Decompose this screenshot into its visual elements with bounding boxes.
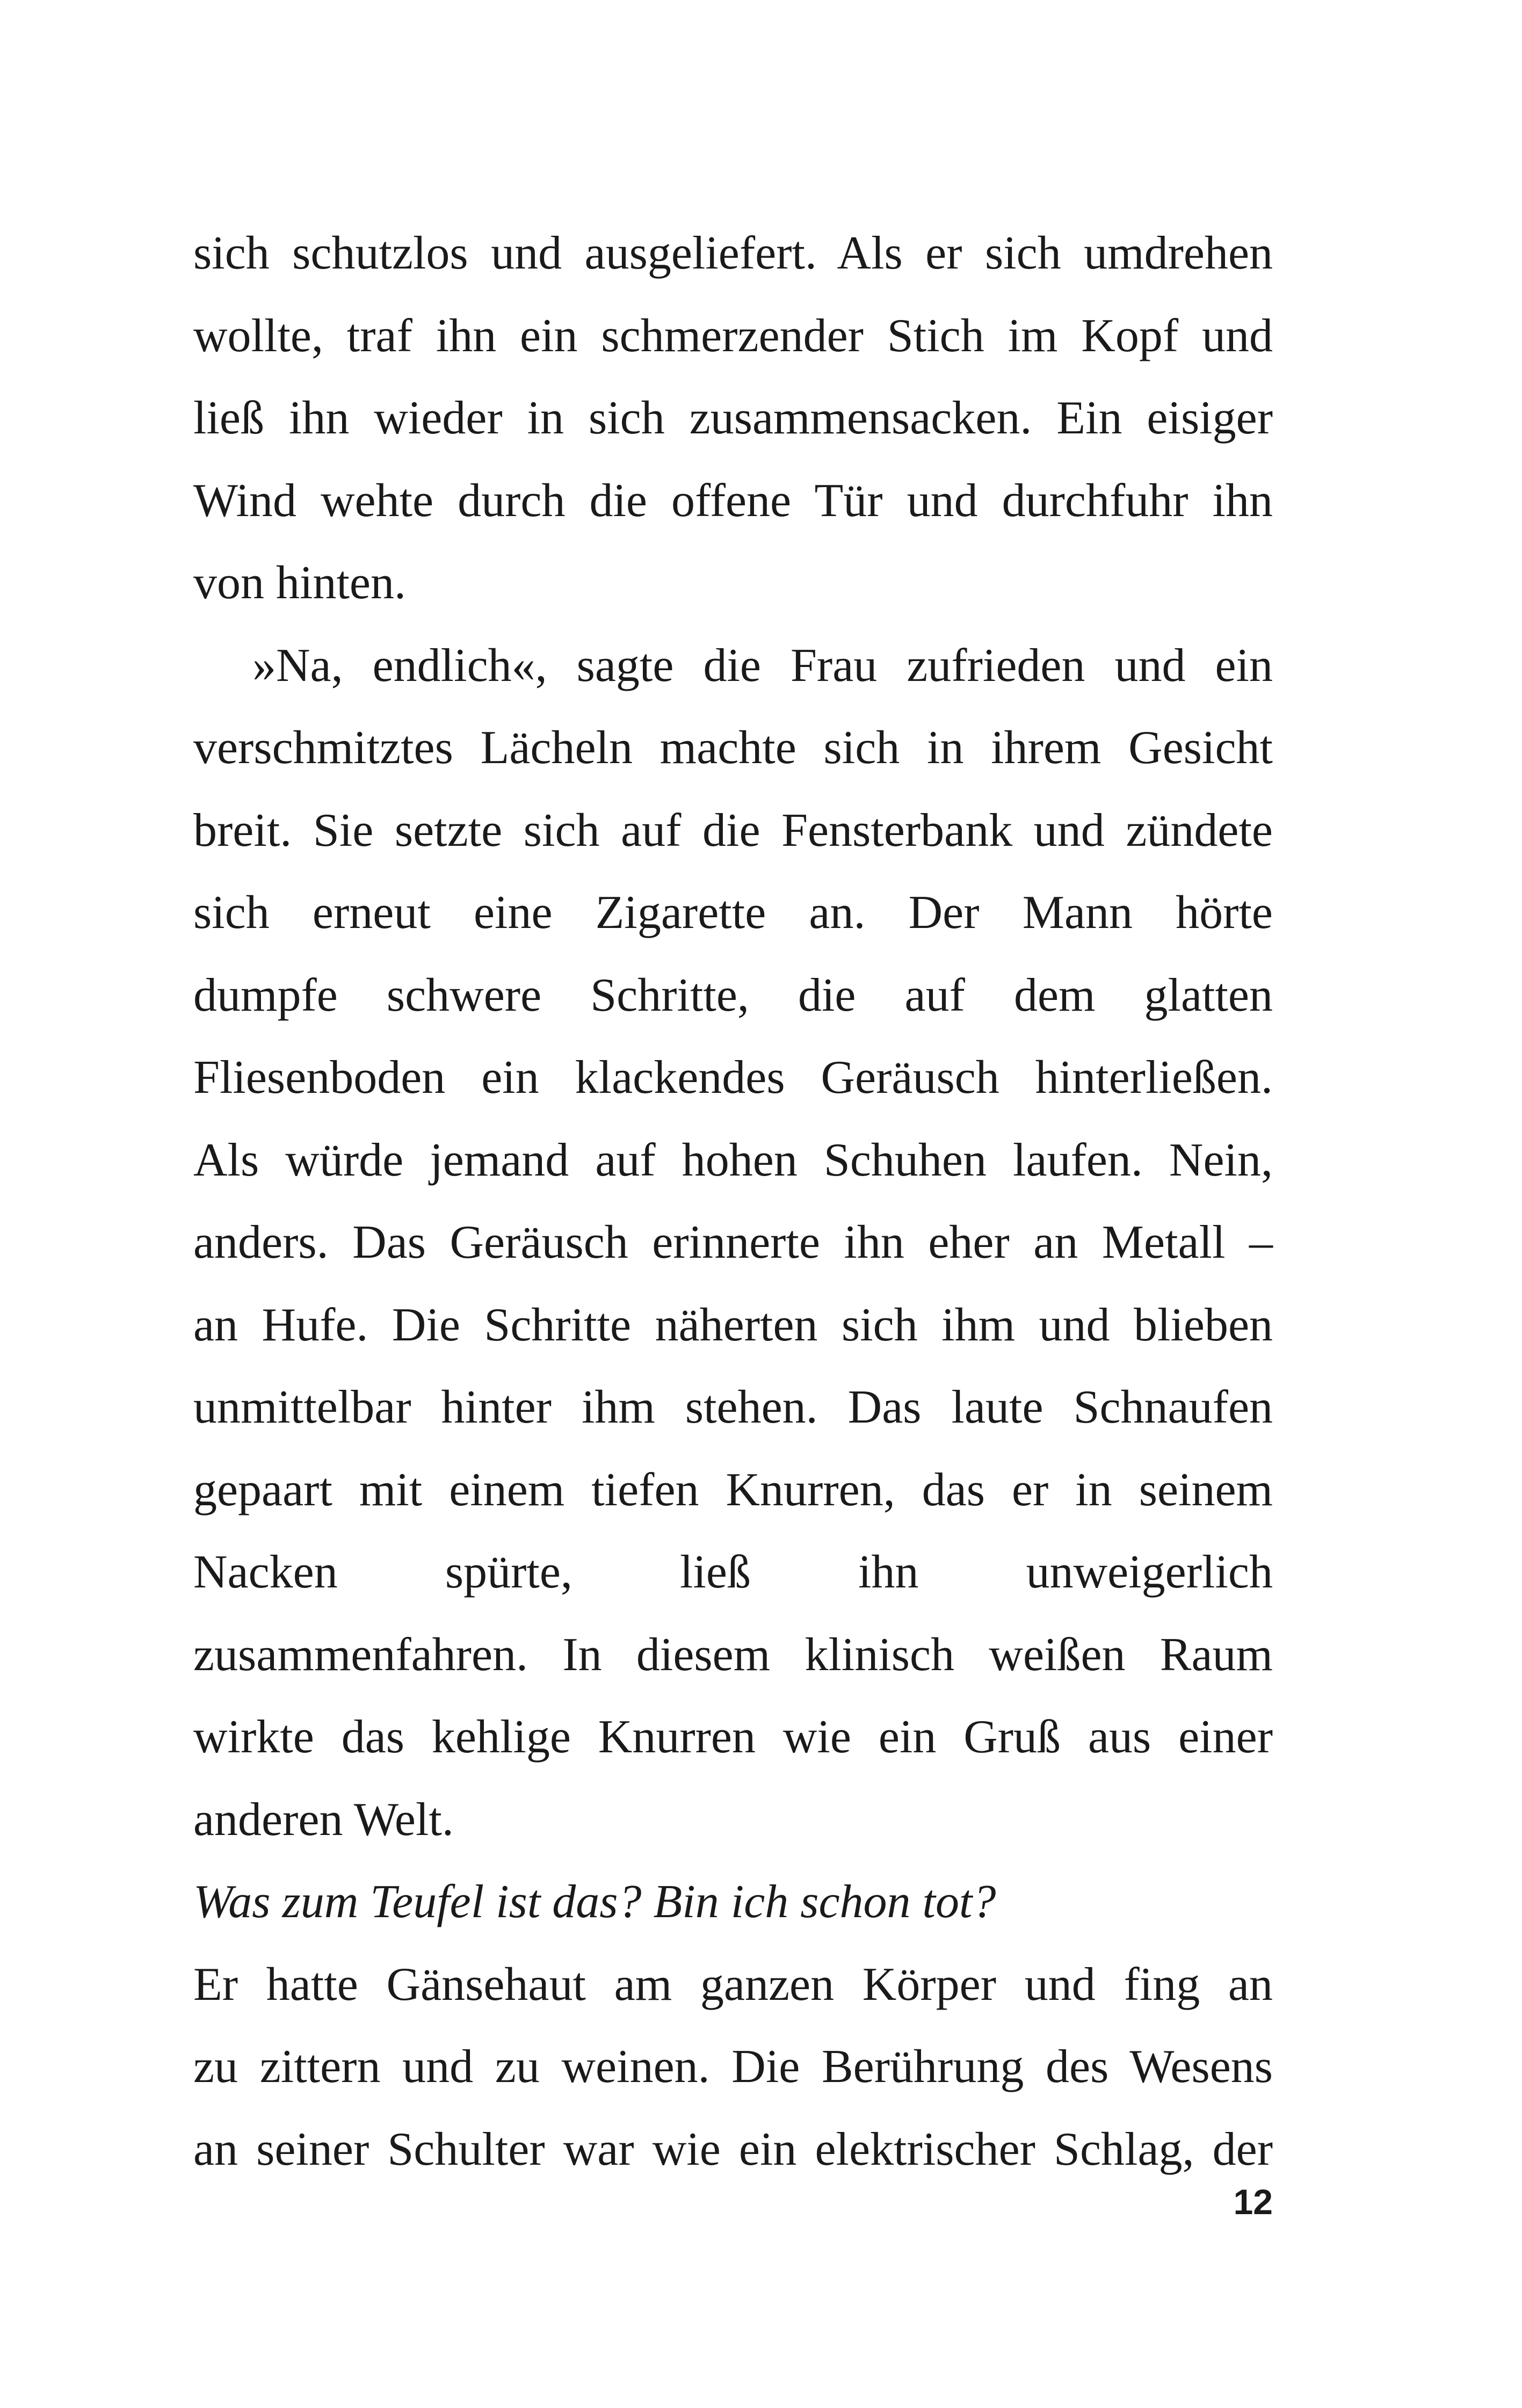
text-line: an seiner Schulter war wie ein elektrischer Schlag, der	[193, 2123, 1273, 2175]
text-line: Nacken spürte, ließ ihn unweigerlich	[193, 1546, 1273, 1598]
text-line: sich schutzlos und ausgeliefert. Als er sich umdrehen	[193, 227, 1273, 279]
text-line: anderen Welt.	[193, 1793, 454, 1846]
text-line: wollte, traf ihn ein schmerzender Stich im Kopf und	[193, 309, 1273, 362]
page-number: 12	[1233, 2182, 1273, 2222]
body-text	[193, 212, 1273, 2191]
text-line: Er hatte Gänsehaut am ganzen Körper und fing an	[193, 1958, 1273, 2011]
text-line: ließ ihn wieder in sich zusammensacken. Ein eisiger	[193, 392, 1273, 444]
italic-thought-line: Was zum Teufel ist das? Bin ich schon tot?	[193, 1876, 996, 1928]
text-line: von hinten.	[193, 557, 406, 609]
text-line: zu zittern und zu weinen. Die Berührung des Wesens	[193, 2041, 1273, 2093]
text-line: Als würde jemand auf hohen Schuhen laufen. Nein,	[193, 1134, 1273, 1186]
text-line: zusammenfahren. In diesem klinisch weißen Raum	[193, 1628, 1273, 1681]
text-line: Fliesenboden ein klackendes Geräusch hinterließen.	[193, 1051, 1273, 1104]
text-line: verschmitztes Lächeln machte sich in ihrem Gesicht	[193, 722, 1273, 774]
text-line: wirkte das kehlige Knurren wie ein Gruß aus einer	[193, 1711, 1273, 1763]
text-line: an Hufe. Die Schritte näherten sich ihm und blieben	[193, 1299, 1273, 1351]
text-line: unmittelbar hinter ihm stehen. Das laute Schnaufen	[193, 1381, 1273, 1433]
text-line: Wind wehte durch die offene Tür und durchfuhr ihn	[193, 474, 1273, 527]
text-line: gepaart mit einem tiefen Knurren, das er in seinem	[193, 1463, 1273, 1516]
text-line: dumpfe schwere Schritte, die auf dem glatten	[193, 969, 1273, 1021]
text-line: sich erneut eine Zigarette an. Der Mann hörte	[193, 887, 1273, 939]
text-line: »Na, endlich«, sagte die Frau zufrieden und ein	[252, 639, 1273, 692]
text-line: anders. Das Geräusch erinnerte ihn eher an Metall –	[193, 1216, 1273, 1268]
text-line: breit. Sie setzte sich auf die Fensterbank und zündete	[193, 804, 1273, 857]
